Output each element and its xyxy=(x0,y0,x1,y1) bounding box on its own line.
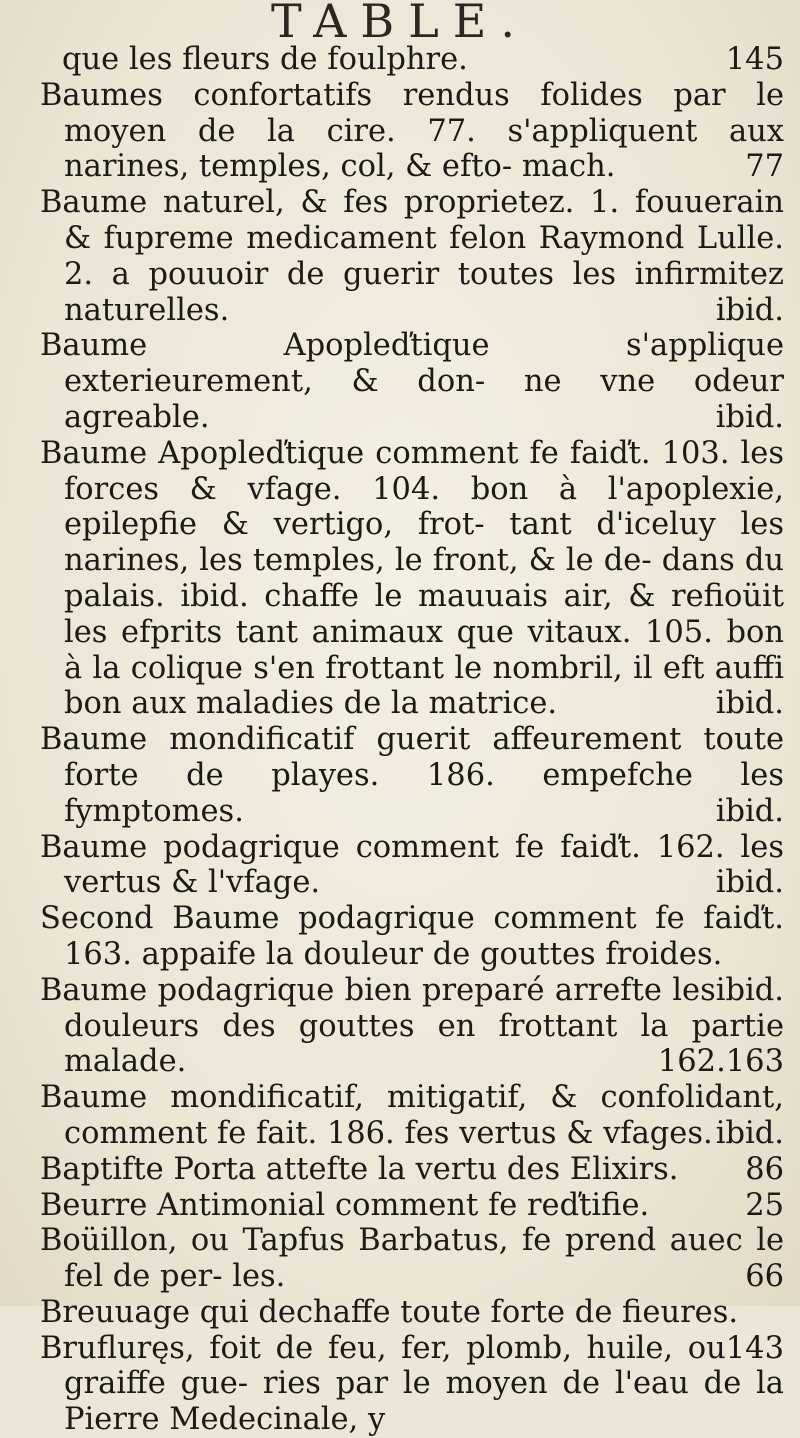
page-reference: ibid. xyxy=(715,399,784,435)
index-entry xyxy=(40,42,784,78)
index-entry xyxy=(40,830,784,902)
entry-text: Brufluręs, foit de feu, fer, plomb, huile, ou graiffe gue- ries par le moyen de l'eau de la Pierre Medecinale, y xyxy=(40,1330,784,1438)
index-entry xyxy=(40,1188,784,1224)
index-entry xyxy=(40,973,784,1080)
running-head: TABLE. xyxy=(271,0,529,48)
entry-text: Breuuage qui dechaffe toute forte de fieures. xyxy=(40,1294,739,1330)
page-reference: 77 xyxy=(745,149,784,185)
index-entry xyxy=(40,1294,784,1366)
entry-text: Beurre Antimonial comment fe reďtifie. xyxy=(40,1187,650,1223)
page-reference: ibid. xyxy=(715,865,784,901)
entry-text: Baumes confortatifs rendus folides par le moyen de la cire. 77. s'appliquent aux narines, temples, col, & efto- mach. xyxy=(40,77,784,185)
page-reference: 143 xyxy=(725,1330,784,1366)
entry-text: Baume podagrique bien preparé arrefte les douleurs des gouttes en frottant la partie malade. xyxy=(40,972,784,1080)
index-entry xyxy=(40,1080,784,1152)
entry-text: Baptifte Porta attefte la vertu des Elixirs. xyxy=(40,1151,679,1187)
index-entry xyxy=(40,436,784,722)
index-entry xyxy=(40,185,784,328)
page-reference: 145 xyxy=(725,42,784,77)
page-reference: 66 xyxy=(745,1259,784,1295)
entry-text: Baume podagrique comment fe faiďt. 162. les vertus & l'vfage. xyxy=(40,829,784,901)
page-reference: 25 xyxy=(745,1187,784,1223)
page-reference: ibid. xyxy=(715,686,784,722)
page-reference: 162.163 xyxy=(657,1044,784,1080)
page-reference: 86 xyxy=(745,1151,784,1187)
page-reference: ibid. xyxy=(715,1115,784,1151)
entry-text: Second Baume podagrique comment fe faiďt. 163. appaife la douleur de gouttes froides. xyxy=(40,901,784,972)
index-entry xyxy=(40,901,784,1008)
index-entry xyxy=(40,328,784,435)
page-reference: ibid. xyxy=(715,793,784,829)
entry-text: Boüillon, ou Tapfus Barbatus, fe prend auec le fel de per- les. xyxy=(40,1223,784,1295)
entry-text: Baume naturel, & fes proprietez. 1. fouuerain & fupreme medicament felon Raymond Lulle. 2. a pouuoir de guerir toutes les infirmitez naturelles. xyxy=(40,185,784,328)
entry-text: Baume mondificatif, mitigatif, & confolidant, comment fe fait. 186. fes vertus & vfages. xyxy=(40,1080,784,1151)
entry-text: Baume Apopleďtique s'applique exterieurement, & don- ne vne odeur agreable. xyxy=(40,328,784,435)
entry-text: Baume mondificatif guerit affeurement toute forte de playes. 186. empefche les fymptomes. xyxy=(40,722,784,829)
index-entry xyxy=(40,1152,784,1188)
page-reference: ibid. xyxy=(715,292,784,328)
index-entry xyxy=(40,722,784,829)
index-entry xyxy=(40,1331,784,1438)
index-entry xyxy=(40,1223,784,1295)
entry-text: Baume Apopleďtique comment fe faiďt. 103. les forces & vfage. 104. bon à l'apoplexie, epilepfie & vertigo, frot- tant d'iceluy les narines, les temples, le front, & le de- dans du palais. ibid. chaffe le mauuais air, & refioüit les efprits tant animaux que vitaux. 105. bon à la colique s'en frottant le nombril, il eft auffi bon aux maladies de la matrice. xyxy=(40,435,784,722)
index-entry xyxy=(40,78,784,185)
index-entries xyxy=(40,42,784,1438)
entry-text: que les fleurs de foulphre. xyxy=(62,42,468,77)
page-reference: ibid. xyxy=(715,972,784,1008)
